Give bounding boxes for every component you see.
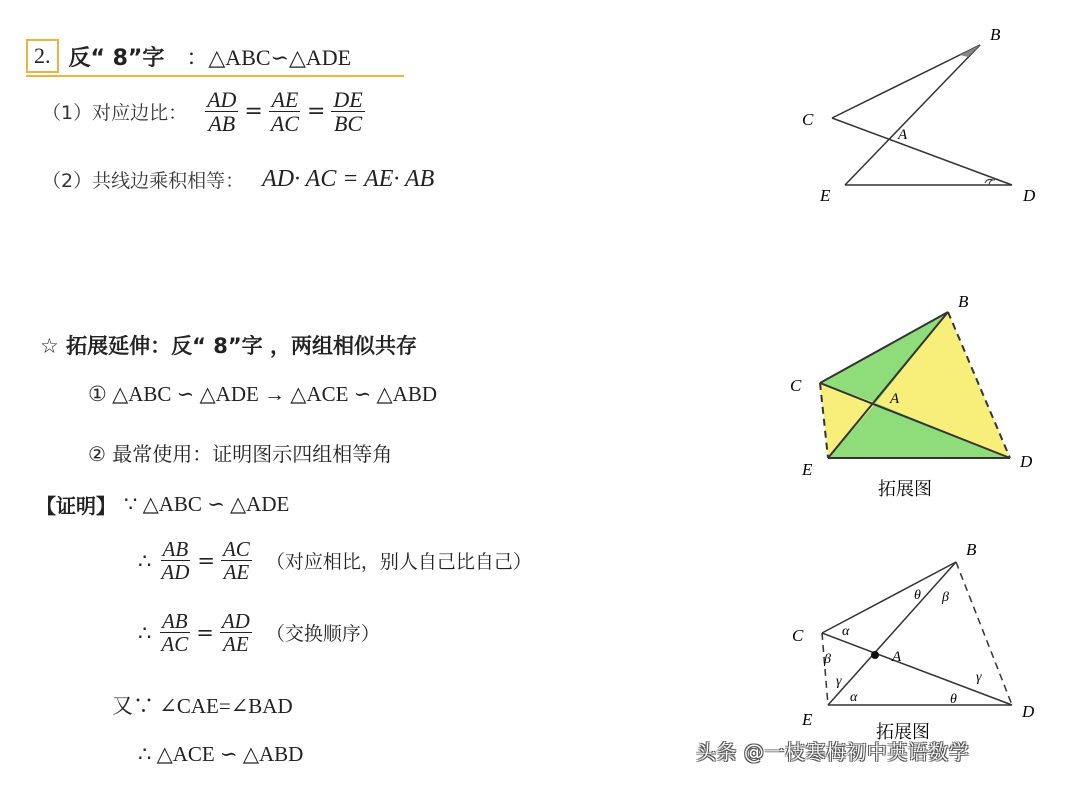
frac-numerator: AC (222, 537, 250, 561)
proof-frac (159, 610, 190, 655)
point-a (871, 651, 879, 659)
therefore-sign: ∴ (138, 620, 152, 645)
angle-gamma: γ (836, 674, 842, 689)
proof-premise: ∵ △ABC ∽ △ADE (124, 492, 290, 516)
angle-theta: θ (914, 588, 921, 603)
label-c: C (792, 626, 804, 645)
ratio-line (42, 88, 369, 135)
edge-cb (822, 562, 956, 633)
proof-label: 【证明】 (36, 494, 116, 518)
frac-denominator: AB (208, 111, 236, 137)
label-a: A (890, 391, 900, 407)
proof-step-3 (138, 610, 380, 655)
label-a: A (898, 127, 908, 143)
frac-numerator: AB (162, 537, 189, 561)
label-b: B (958, 292, 969, 311)
product-line (42, 166, 434, 193)
frac-denominator: AD (161, 560, 190, 585)
frac-numerator: AB (161, 609, 188, 633)
proof-frac (221, 538, 252, 583)
frac-numerator: AD (207, 87, 237, 112)
proof-step-4: 又∵ ∠CAE=∠BAD (112, 694, 293, 718)
proof-frac (220, 610, 252, 655)
proof-step-1 (36, 490, 289, 519)
figure-1-bowtie (790, 15, 1060, 215)
section-underline (26, 75, 404, 77)
angle-alpha: α (842, 624, 850, 639)
label-c: C (802, 110, 814, 129)
label-a: A (892, 649, 902, 665)
edge-bd-dashed (956, 562, 1012, 705)
frac-denominator: AE (223, 632, 249, 657)
ratio-frac-1 (205, 88, 238, 135)
angle-beta: β (824, 652, 831, 667)
section-title: 反“ 8”字 (68, 45, 165, 71)
angle-alpha: α (850, 690, 858, 705)
frac-numerator: DE (333, 87, 363, 112)
angle-theta: θ (950, 692, 957, 707)
ratio-label: （1）对应边比： (42, 102, 188, 125)
section-relation: ：△ABC∽△ADE (186, 44, 352, 70)
equals-sign: = (196, 620, 214, 645)
therefore-sign: ∴ (138, 548, 152, 573)
proof-step-5: ∴ △ACE ∽ △ABD (138, 742, 304, 766)
label-b: B (966, 540, 977, 559)
edge-cb (832, 45, 980, 118)
frac-numerator: AD (221, 609, 250, 633)
proof-note: （交换顺序） (265, 623, 380, 646)
product-expr: AD· AC = AE· AB (262, 166, 435, 192)
section-number: 2. (26, 39, 59, 73)
label-d: D (1023, 186, 1036, 205)
proof-frac (159, 538, 191, 583)
frac-numerator: AE (271, 87, 299, 112)
edge-ce-dashed (822, 633, 828, 705)
angle-beta: β (942, 590, 949, 605)
equals-sign: = (197, 548, 215, 573)
proof-note: （对应相比，别人自己比自己） (265, 551, 532, 574)
proof-step-2 (138, 538, 532, 583)
label-e: E (802, 710, 813, 729)
extension-heading: ☆ 拓展延伸：反“ 8”字 ，两组相似共存 (40, 334, 417, 358)
equals-sign: = (306, 99, 326, 125)
label-c: C (790, 376, 802, 395)
frac-denominator: BC (334, 111, 363, 137)
watermark: 头条 @一枝寒梅初中英语数学 (696, 740, 970, 764)
label-e: E (802, 460, 813, 479)
figure-caption: 拓展图 (876, 722, 930, 743)
product-label: （2）共线边乘积相等： (42, 170, 245, 192)
angle-mark-d (989, 180, 995, 185)
ratio-frac-2 (269, 88, 301, 135)
extension-item-1: ① △ABC ∽ △ADE → △ACE ∽ △ABD (88, 382, 438, 406)
extension-item-2: ② 最常使用：证明图示四组相等角 (88, 442, 393, 466)
angle-gamma: γ (976, 670, 982, 685)
edge-eb (845, 45, 980, 185)
label-b: B (990, 25, 1001, 44)
equals-sign: = (244, 99, 263, 125)
frac-denominator: AC (161, 632, 189, 657)
figure-caption: 拓展图 (878, 479, 932, 500)
figure-2-extension (780, 285, 1060, 505)
section-header (26, 36, 404, 76)
ratio-frac-3 (331, 88, 364, 135)
label-d: D (1022, 702, 1035, 721)
figure-3-angles (780, 535, 1060, 745)
edge-cd (832, 118, 1012, 185)
label-e: E (820, 186, 831, 205)
frac-denominator: AC (270, 111, 299, 137)
frac-denominator: AE (223, 560, 250, 585)
label-d: D (1020, 452, 1033, 471)
